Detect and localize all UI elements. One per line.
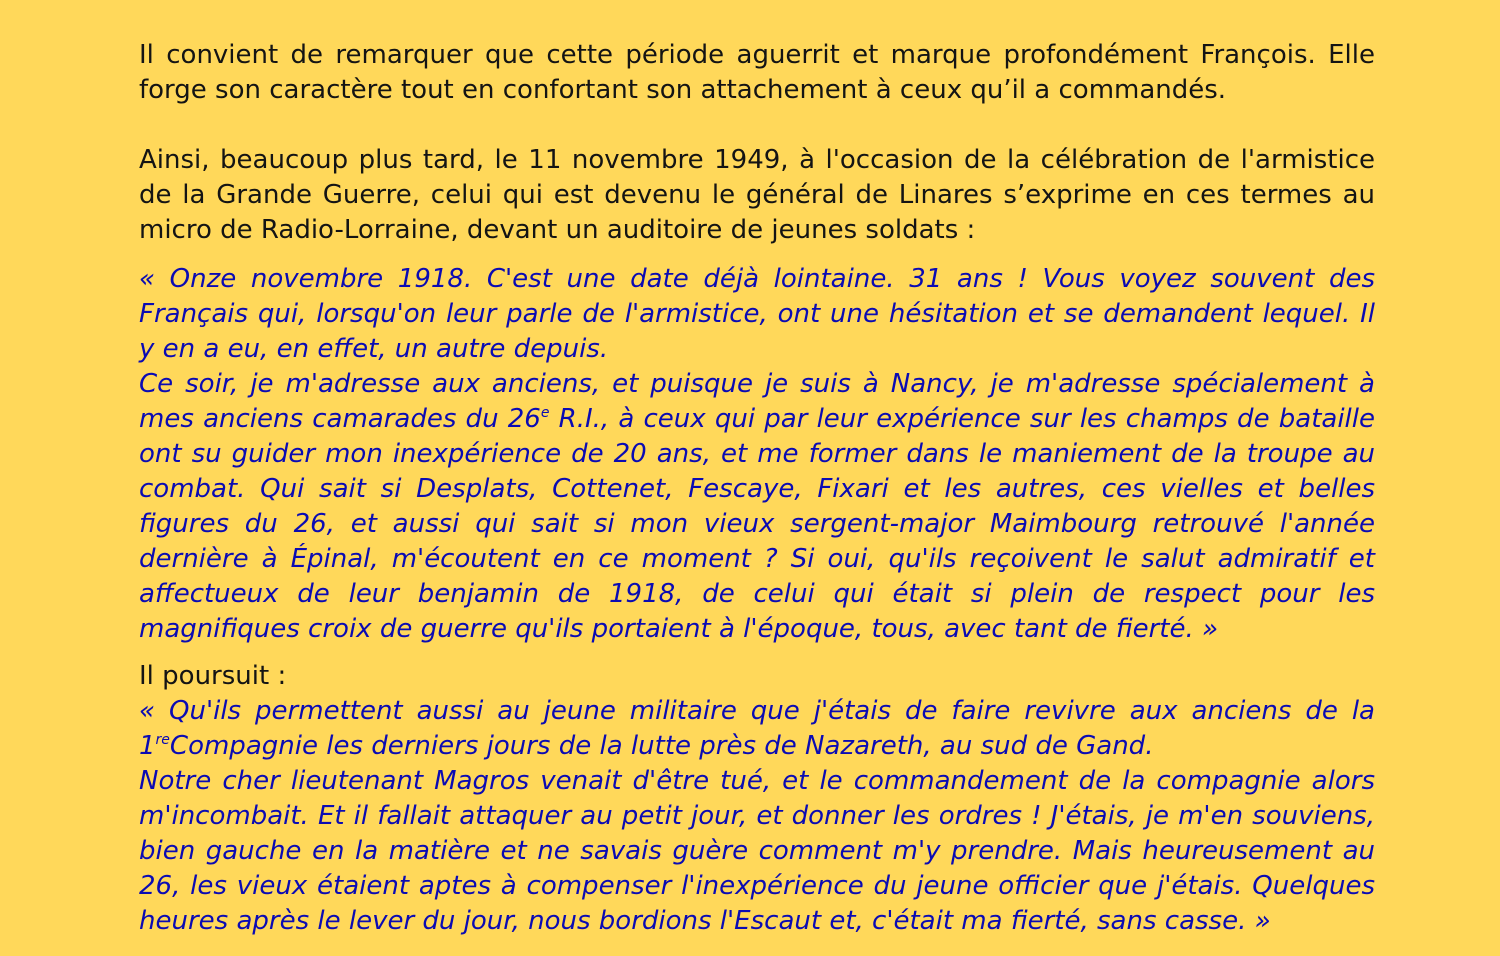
radio-quote-second: [139, 694, 1375, 939]
ordinal-superscript: e: [540, 405, 550, 421]
radio-quote-first: [139, 262, 1375, 647]
continues-paragraph: Il poursuit :: [139, 661, 287, 691]
ordinal-superscript: re: [155, 732, 170, 748]
document-body: [139, 38, 1375, 939]
context-paragraph: Ainsi, beaucoup plus tard, le 11 novembre 1949, à l'occasion de la célébration de l'armistice de la Grande Guerre, celui qui est devenu le général de Linares s’exprime en ces termes au micro de Radio-Lorraine, devant un auditoire de jeunes soldats :: [139, 145, 1375, 245]
quote-paragraph: Notre cher lieutenant Magros venait d'être tué, et le commandement de la compagnie alors m'incombait. Et il fallait attaquer au petit jour, et donner les ordres ! J'étais, je m'en souviens, bien gauche en la matière et ne savais guère comment m'y prendre. Mais heureusement au 26, les vieux étaient aptes à compenser l'inexpérience du jeune officier que j'étais. Quelques heures après le lever du jour, nous bordions l'Escaut et, c'était ma fierté, sans casse. »: [139, 766, 1375, 936]
quote-paragraph: [139, 694, 1375, 764]
quote-text: « Qu'ils permettent aussi au jeune militaire que j'étais de faire revivre aux anciens de la 1: [139, 696, 1375, 761]
quote-paragraph: « Onze novembre 1918. C'est une date déjà lointaine. 31 ans ! Vous voyez souvent des Français qui, lorsqu'on leur parle de l'armistice, ont une hésitation et se demandent lequel. Il y en a eu, en effet, un autre depuis.: [139, 264, 1375, 364]
quote-text: Compagnie les derniers jours de la lutte près de Nazareth, au sud de Gand.: [169, 731, 1154, 761]
quote-text: R.I., à ceux qui par leur expérience sur les champs de bataille ont su guider mon inexpérience de 20 ans, et me former dans le maniement de la troupe au combat. Qui sait si Desplats, Cottenet, Fescaye, Fixari et les autres, ces vielles et belles figures du 26, et aussi qui sait si mon vieux sergent-major Maimbourg retrouvé l'année dernière à Épinal, m'écoutent en ce moment ? Si oui, qu'ils reçoivent le salut admiratif et affectueux de leur benjamin de 1918, de celui qui était si plein de respect pour les magnifiques croix de guerre qu'ils portaient à l'époque, tous, avec tant de fierté. »: [139, 404, 1375, 644]
quote-text: Ce soir, je m'adresse aux anciens, et puisque je suis à Nancy, je m'adresse spécialement à mes anciens camarades du 26: [139, 369, 1375, 434]
intro-paragraph: Il convient de remarquer que cette période aguerrit et marque profondément François. Elle forge son caractère tout en confortant son attachement à ceux qu’il a commandés.: [139, 40, 1375, 105]
quote-paragraph: [139, 367, 1375, 647]
